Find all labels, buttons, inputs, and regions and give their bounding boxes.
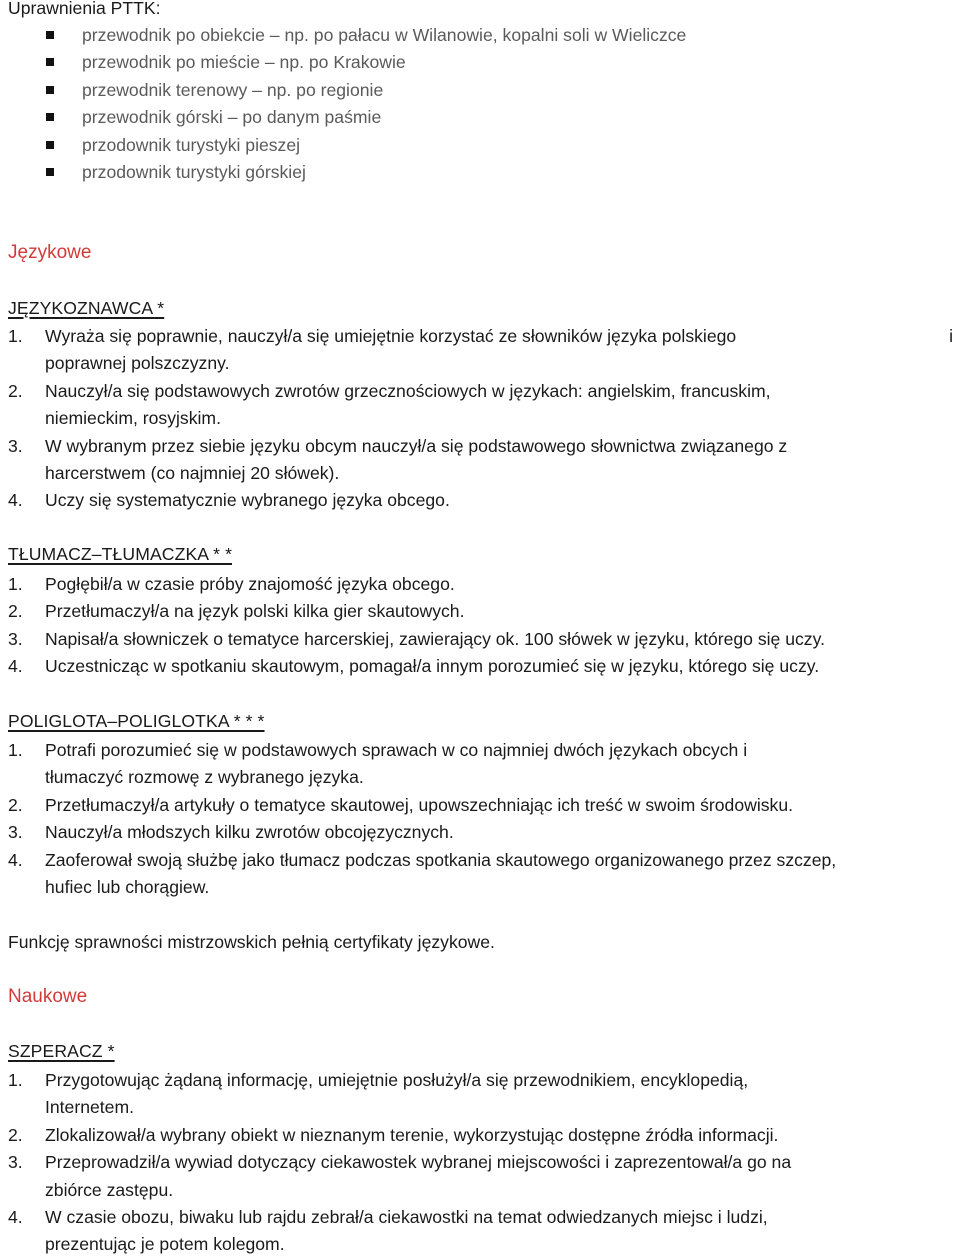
requirements-list-tlumacz (8, 571, 958, 681)
list-item: 2. Zlokalizował/a wybrany obiekt w nieznanym terenie, wykorzystując dostępne źródła informacji. (8, 1124, 779, 1145)
list-item: przewodnik po obiekcie – np. po pałacu w Wilanowie, kopalni soli w Wieliczce (46, 22, 686, 49)
list-item: 2. Nauczył/a się podstawowych zwrotów grzecznościowych w językach: angielskim, francuskim, niemieckim, rosyjskim. (8, 380, 771, 429)
list-item: przewodnik górski – po danym paśmie (46, 104, 686, 131)
bullet-square-icon (46, 31, 54, 39)
bullet-square-icon (46, 168, 54, 176)
list-item: 4. Uczestnicząc w spotkaniu skautowym, pomagał/a innym porozumieć się w języku, którego się uczy. (8, 656, 820, 677)
category-heading-jezykowe: Językowe (8, 242, 92, 263)
requirements-list-poliglota (8, 737, 958, 901)
list-item: przodownik turystyki pieszej (46, 132, 686, 159)
list-item: przodownik turystyki górskiej (46, 159, 686, 186)
badge-title-jezykoznawca: JĘZYKOZNAWCA * (8, 298, 165, 318)
certificate-note: Funkcję sprawności mistrzowskich pełnią certyfikaty językowe. (8, 932, 495, 952)
list-item: przewodnik po mieście – np. po Krakowie (46, 49, 686, 76)
list-item: 3. Przeprowadził/a wywiad dotyczący ciekawostek wybranej miejscowości i zaprezentował/a go na zbiórce zastępu. (8, 1152, 792, 1200)
list-item: 4. W czasie obozu, biwaku lub rajdu zebrał/a ciekawostki na temat odwiedzanych miejsc i ludzi, prezentując je potem kolegom. (8, 1207, 768, 1255)
badge-title-poliglota: POLIGLOTA–POLIGLOTKA * * * (8, 711, 265, 731)
list-item: 1. Przygotowując żądaną informację, umiejętnie posłużył/a się przewodnikiem, encyklopedią, Internetem. (8, 1070, 749, 1118)
list-item: 3. Napisał/a słowniczek o tematyce harcerskiej, zawierający ok. 100 słówek w języku, którego się uczy. (8, 628, 825, 649)
bullet-square-icon (46, 113, 54, 121)
pttk-bullet-list (46, 22, 686, 186)
bullet-square-icon (46, 58, 54, 66)
list-item: 1. Pogłębił/a w czasie próby znajomość języka obcego. (8, 574, 455, 594)
requirements-list-jezykoznawca (8, 323, 958, 515)
list-item: 4. Uczy się systematycznie wybranego języka obcego. (8, 490, 450, 511)
bullet-square-icon (46, 141, 54, 149)
list-item: 3. W wybranym przez siebie języku obcym nauczył/a się podstawowego słownictwa związanego z harcerstwem (co najmniej 20 słówek). (8, 435, 788, 484)
bullet-square-icon (46, 86, 54, 94)
badge-title-szperacz: SZPERACZ * (8, 1041, 115, 1061)
badge-title-tlumacz: TŁUMACZ–TŁUMACZKA * * (8, 544, 233, 564)
list-item: 1. Wyraża się poprawnie, nauczył/a się umiejętnie korzystać ze słowników języka polskiego i poprawnej polszczyzny. (8, 326, 953, 374)
requirements-list-szperacz (8, 1067, 958, 1259)
list-item: 2. Przetłumaczył/a na język polski kilka gier skautowych. (8, 601, 465, 622)
pttk-heading: Uprawnienia PTTK: (8, 0, 161, 18)
list-item: 2. Przetłumaczył/a artykuły o tematyce skautowej, upowszechniając ich treść w swoim środowisku. (8, 794, 794, 815)
list-item: 3. Nauczył/a młodszych kilku zwrotów obcojęzycznych. (8, 822, 454, 843)
list-item: przewodnik terenowy – np. po regionie (46, 77, 686, 104)
list-item: 1. Potrafi porozumieć się w podstawowych sprawach w co najmniej dwóch językach obcych i tłumaczyć rozmowę z wybranego języka. (8, 740, 748, 788)
list-item: 4. Zaoferował swoją służbę jako tłumacz podczas spotkania skautowego organizowanego przez szczep, hufiec lub chorągiew. (8, 849, 837, 898)
category-heading-naukowe: Naukowe (8, 986, 88, 1007)
